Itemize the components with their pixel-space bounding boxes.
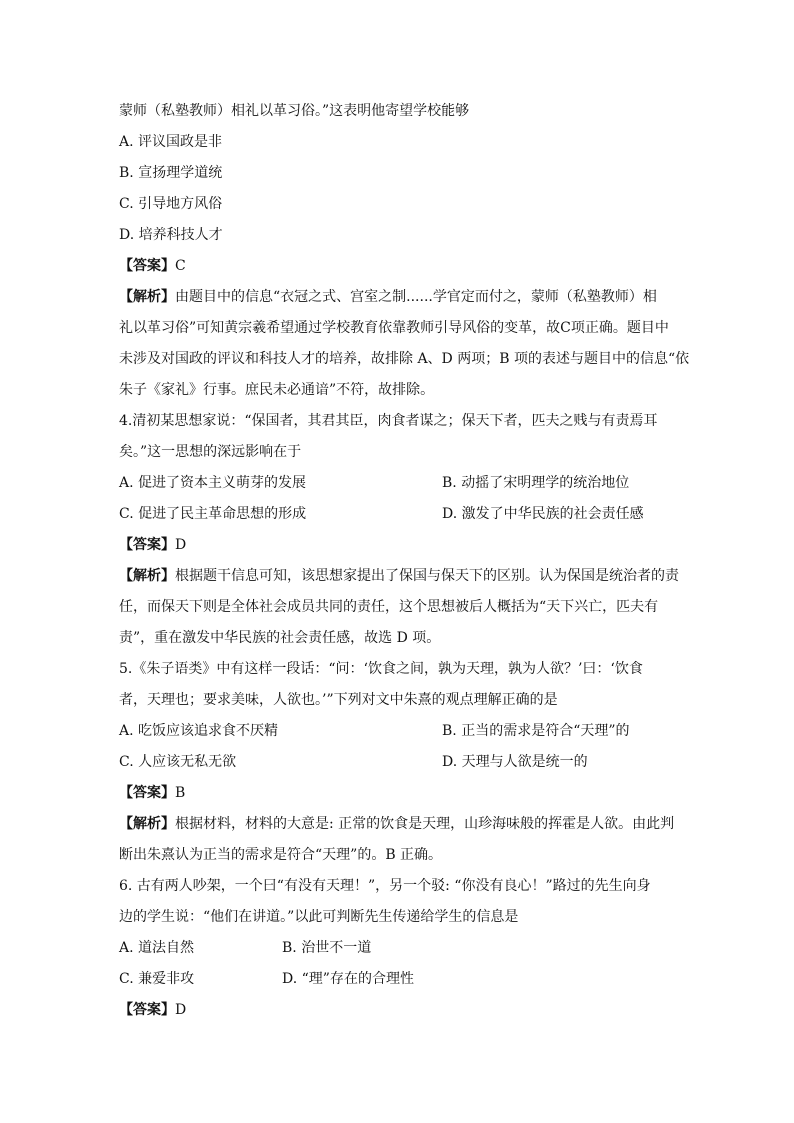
q4-analysis-line-2: 任，而保天下则是全体社会成员共同的责任，这个思想被后人概括为“天下兴亡，匹夫有 bbox=[119, 599, 659, 615]
q5-answer bbox=[119, 778, 689, 809]
q5-stem-line-2: 者，天理也；要求美味，人欲也。’”下列对文中朱熹的观点理解正确的是 bbox=[119, 692, 558, 708]
q5-option-a: A. 吃饭应该追求食不厌精 bbox=[119, 723, 279, 739]
q4-analysis-line-3: 责”，重在激发中华民族的社会责任感，故选 D 项。 bbox=[119, 630, 441, 646]
q3-option-a: A. 评议国政是非 bbox=[119, 134, 223, 150]
analysis-label: 【解析】 bbox=[119, 289, 175, 305]
q6-options-row-2 bbox=[119, 964, 689, 995]
q4-option-a: A. 促进了资本主义萌芽的发展 bbox=[119, 475, 307, 491]
q4-analysis-line-1 bbox=[119, 561, 689, 592]
analysis-text: 根据题干信息可知，该思想家提出了保国与保天下的区别。认为保国是统治者的责 bbox=[175, 568, 679, 584]
q5-analysis-line-1 bbox=[119, 809, 689, 840]
q5-options-row-1 bbox=[119, 716, 689, 747]
q3-option-d: D. 培养科技人才 bbox=[119, 227, 223, 243]
q3-analysis-line-4: 朱子《家礼》行事。庶民未必通谙”不符，故排除。 bbox=[119, 382, 435, 398]
q3-analysis-line-3: 未涉及对国政的评议和科技人才的培养，故排除 A、D 两项；B 项的表述与题目中的信息“依 bbox=[119, 351, 690, 367]
q6-option-c: C. 兼爱非攻 bbox=[119, 971, 195, 987]
answer-label: 【答案】 bbox=[119, 258, 175, 274]
document-page bbox=[119, 96, 689, 1026]
q6-option-a: A. 道法自然 bbox=[119, 940, 195, 956]
q5-stem-line-1: 5.《朱子语类》中有这样一段话：“问：‘饮食之间，孰为天理，孰为人欲？’曰：‘饮食 bbox=[119, 661, 643, 677]
q4-options-row-2 bbox=[119, 499, 689, 530]
q3-analysis-line-2: 礼以革习俗”可知黄宗羲希望通过学校教育依靠教师引导风俗的变革，故C项正确。题目中 bbox=[119, 320, 669, 336]
answer-value: D bbox=[175, 537, 187, 553]
q6-options-row-1 bbox=[119, 933, 689, 964]
answer-label: 【答案】 bbox=[119, 1002, 175, 1018]
answer-value: D bbox=[175, 1002, 187, 1018]
q4-option-b: B. 动摇了宋明理学的统治地位 bbox=[442, 475, 630, 491]
q4-stem-line-2: 矣。”这一思想的深远影响在于 bbox=[119, 444, 302, 460]
q3-option-b: B. 宣扬理学道统 bbox=[119, 165, 223, 181]
q3-answer bbox=[119, 251, 689, 282]
q4-option-c: C. 促进了民主革命思想的形成 bbox=[119, 506, 307, 522]
answer-value: C bbox=[175, 258, 186, 274]
answer-label: 【答案】 bbox=[119, 785, 175, 801]
q3-stem-tail: 蒙师（私塾教师）相礼以革习俗。”这表明他寄望学校能够 bbox=[119, 103, 470, 119]
q4-options-row-1 bbox=[119, 468, 689, 499]
q6-option-b: B. 治世不一道 bbox=[282, 940, 372, 956]
answer-label: 【答案】 bbox=[119, 537, 175, 553]
answer-value: B bbox=[175, 785, 186, 801]
q6-option-d: D. “理”存在的合理性 bbox=[282, 971, 414, 987]
q3-analysis-line-1 bbox=[119, 282, 689, 313]
analysis-label: 【解析】 bbox=[119, 816, 175, 832]
analysis-label: 【解析】 bbox=[119, 568, 175, 584]
q4-stem-line-1: 4.清初某思想家说：“保国者，其君其臣，肉食者谋之；保天下者，匹夫之贱与有责焉耳 bbox=[119, 413, 658, 429]
q5-option-b: B. 正当的需求是符合“天理”的 bbox=[442, 723, 630, 739]
q5-options-row-2 bbox=[119, 747, 689, 778]
q4-answer bbox=[119, 530, 689, 561]
analysis-text: 根据材料，材料的大意是: 正常的饮食是天理，山珍海味般的挥霍是人欲。由此判 bbox=[175, 816, 675, 832]
q6-answer bbox=[119, 995, 689, 1026]
q6-stem-line-1: 6. 古有两人吵架，一个曰“有没有天理！”，另一个驳: “你没有良心！”路过的先生向身 bbox=[119, 878, 651, 894]
analysis-text: 由题目中的信息“衣冠之式、宫室之制......学官定而付之，蒙师（私塾教师）相 bbox=[175, 289, 657, 305]
q4-option-d: D. 激发了中华民族的社会责任感 bbox=[442, 506, 644, 522]
q3-option-c: C. 引导地方风俗 bbox=[119, 196, 223, 212]
q5-option-d: D. 天理与人欲是统一的 bbox=[442, 754, 588, 770]
q6-stem-line-2: 边的学生说：“他们在讲道。”以此可判断先生传递给学生的信息是 bbox=[119, 909, 519, 925]
q5-analysis-line-2: 断出朱熹认为正当的需求是符合“天理”的。B 正确。 bbox=[119, 847, 443, 863]
q5-option-c: C. 人应该无私无欲 bbox=[119, 754, 237, 770]
